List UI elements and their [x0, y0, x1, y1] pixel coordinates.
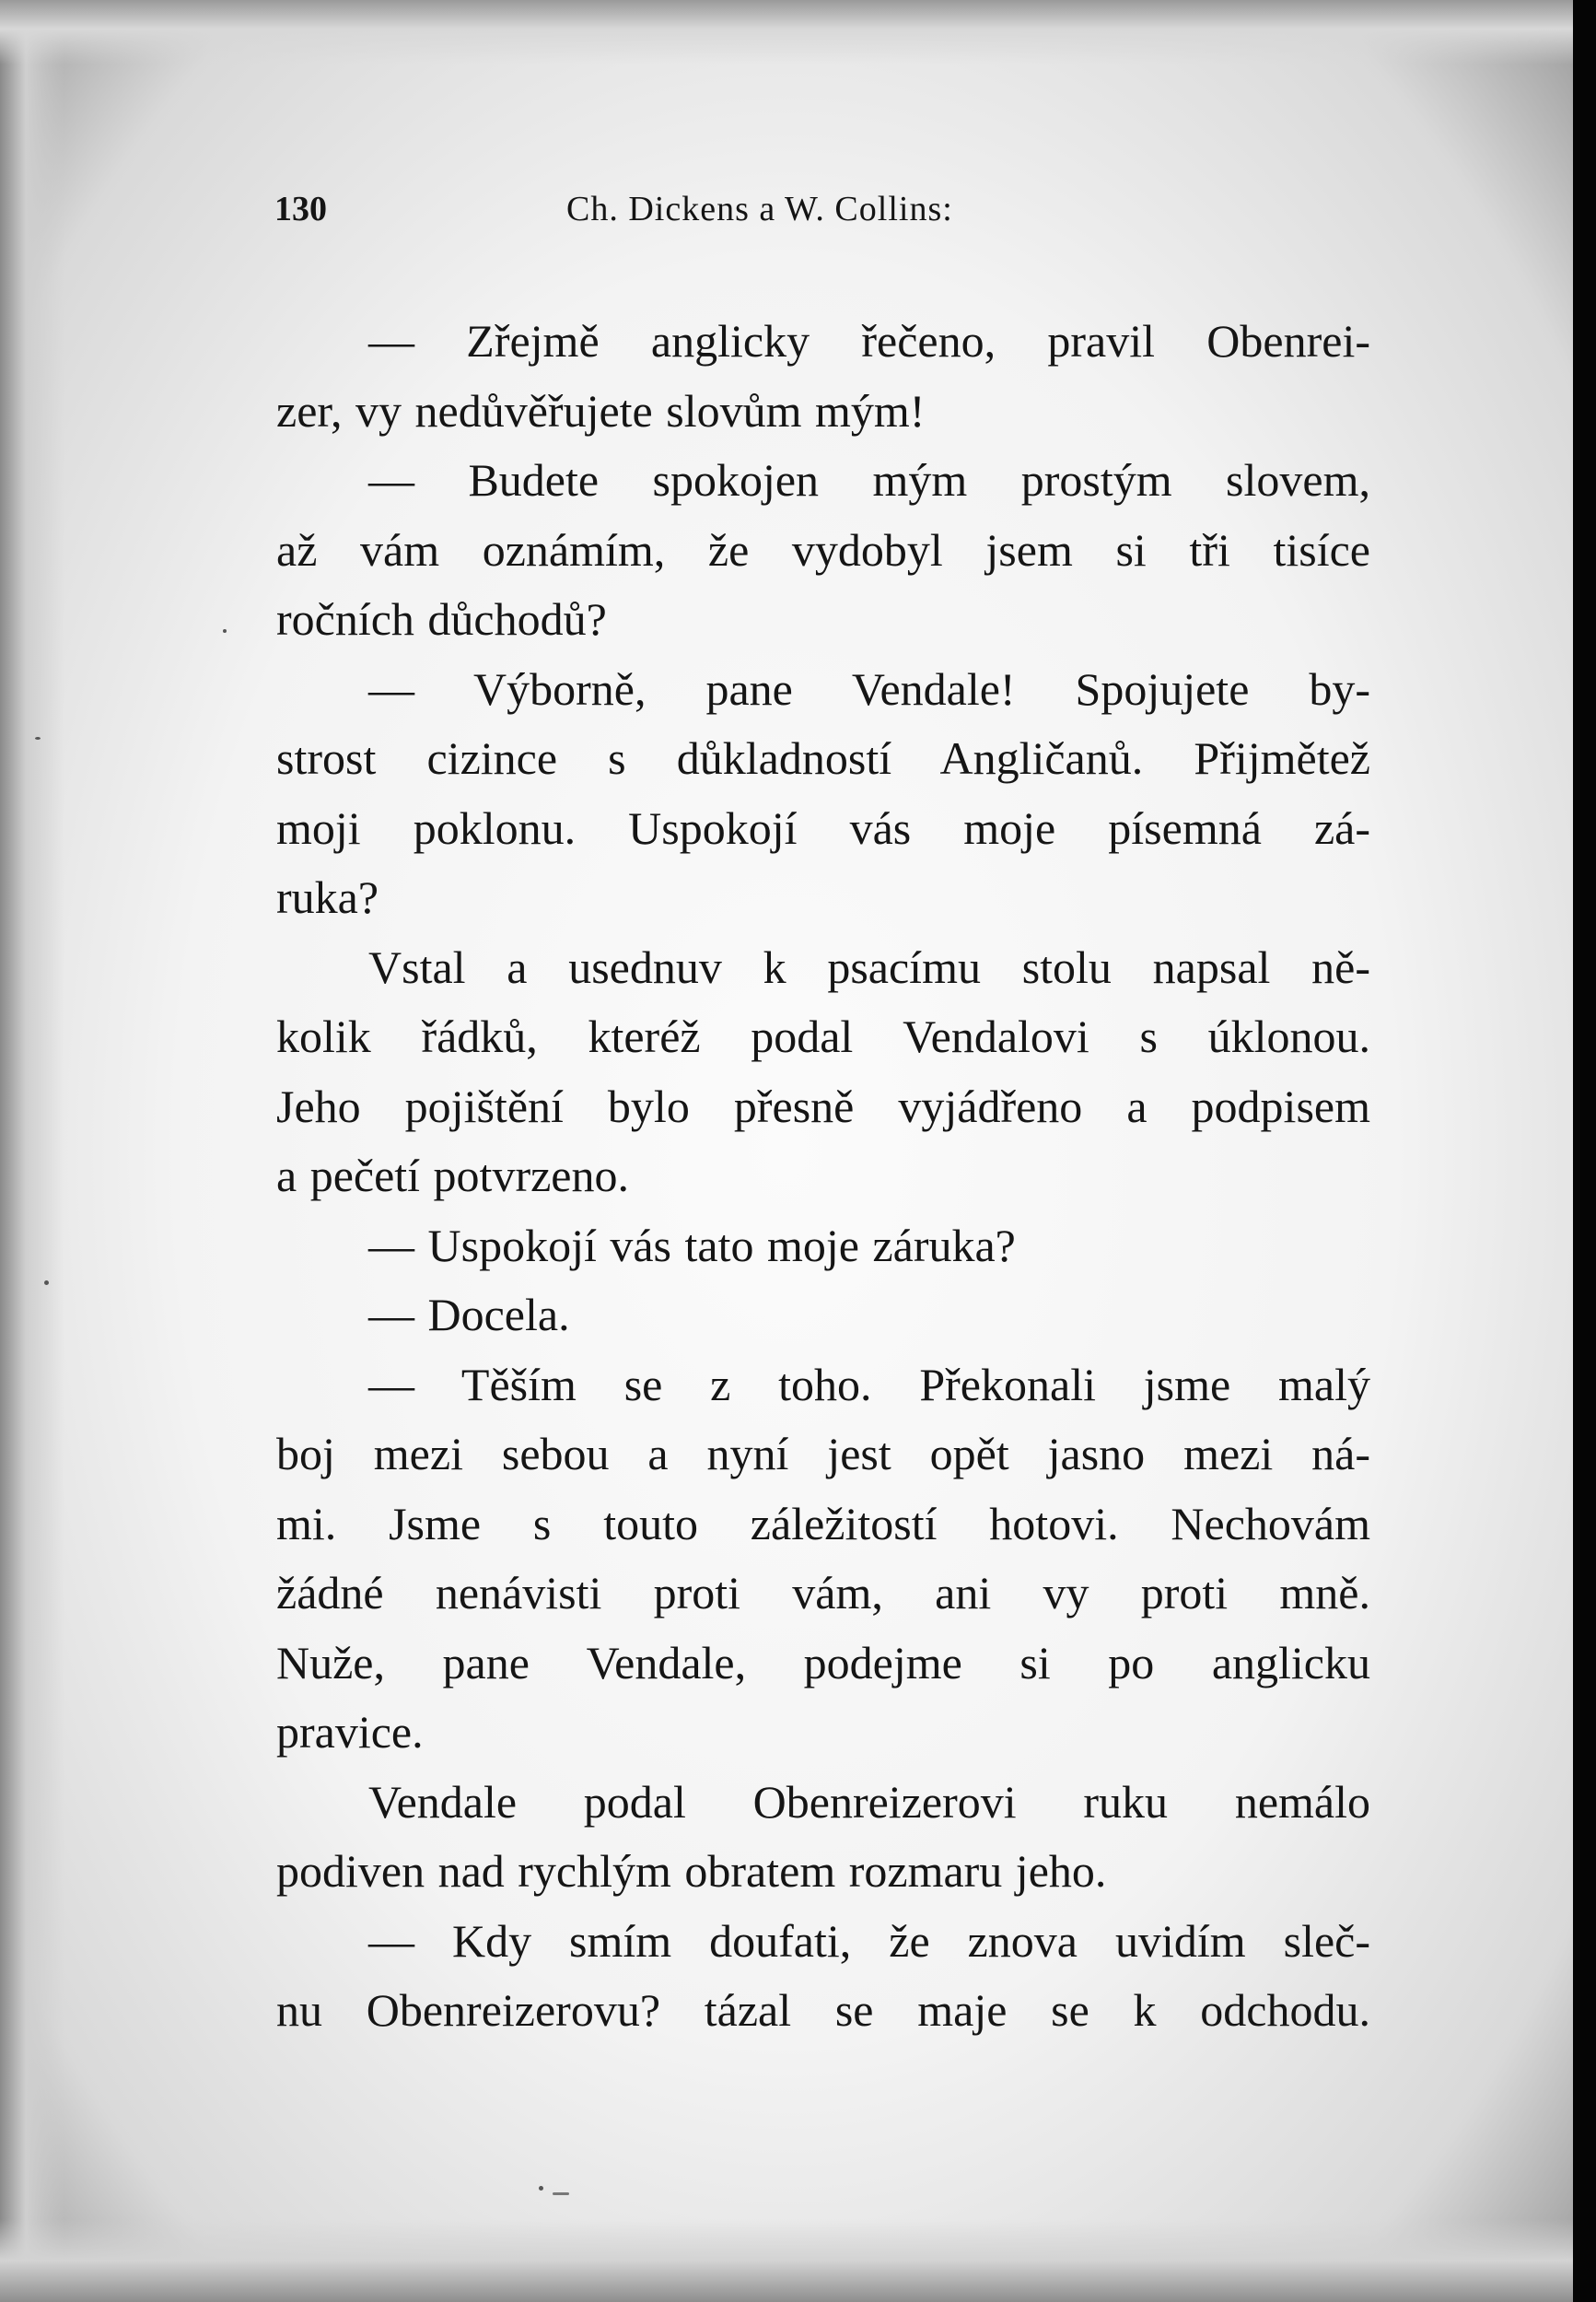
text-line: Vstal a usednuv k psacímu stolu napsal ně- [368, 941, 1370, 993]
text-line: až vám oznámím, že vydobyl jsem si tři tisíce [276, 523, 1370, 576]
text-line: žádné nenávisti proti vám, ani vy proti mně. [276, 1567, 1370, 1618]
page-number: 130 [274, 190, 327, 228]
page-binding-edge [1573, 0, 1596, 2302]
text-line: strost cizince s důkladností Angličanů. Přijmětež [276, 732, 1370, 784]
page-shadow-bottom [0, 2219, 1573, 2302]
text-line: nu Obenreizerovu? tázal se maje se k odchodu. [276, 1984, 1370, 2036]
text-line: — Uspokojí vás tato moje záruka? [368, 1219, 1016, 1271]
body-text [276, 307, 1370, 2046]
text-line: ruka? [276, 871, 379, 923]
paper-speck [223, 629, 227, 633]
page-shadow-top [0, 0, 1573, 64]
text-line: ročních důchodů? [276, 593, 607, 645]
text-line: kolik řádků, kteréž podal Vendalovi s úklonou. [276, 1011, 1370, 1062]
paper-speck [539, 2186, 543, 2191]
text-line: mi. Jsme s touto záležitostí hotovi. Nechovám [276, 1497, 1370, 1549]
text-line: pravice. [276, 1706, 424, 1758]
page-shadow-left [0, 0, 64, 2302]
text-line: podiven nad rychlým obratem rozmaru jeho. [276, 1845, 1107, 1897]
text-line: — Výborně, pane Vendale! Spojujete by- [368, 662, 1370, 715]
text-line: boj mezi sebou a nyní jest opět jasno mezi ná- [276, 1428, 1370, 1479]
text-line: a pečetí potvrzeno. [276, 1150, 629, 1201]
paper-speck [553, 2192, 569, 2195]
text-line: — Docela. [368, 1289, 570, 1340]
text-line: — Budete spokojen mým prostým slovem, [368, 454, 1370, 506]
text-line: Nuže, pane Vendale, podejme si po anglicku [276, 1636, 1370, 1689]
text-line: — Těším se z toho. Překonali jsme malý [368, 1358, 1370, 1410]
running-head-title: Ch. Dickens a W. Collins: [566, 190, 953, 228]
text-line: zer, vy nedůvěřujete slovům mým! [276, 384, 926, 437]
text-line: — Zřejmě anglicky řečeno, pravil Obenrei- [368, 315, 1370, 367]
paper-speck [35, 737, 41, 740]
running-header [274, 189, 1361, 244]
paper-speck [44, 1280, 49, 1285]
text-line: — Kdy smím doufati, že znova uvidím sleč- [368, 1914, 1370, 1967]
text-line: Vendale podal Obenreizerovi ruku nemálo [368, 1775, 1370, 1828]
text-line: moji poklonu. Uspokojí vás moje písemná zá- [276, 801, 1370, 854]
text-line: Jeho pojištění bylo přesně vyjádřeno a podpisem [276, 1080, 1370, 1132]
